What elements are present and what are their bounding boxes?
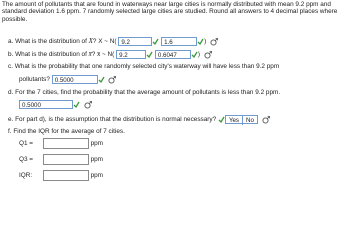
variable-xbar: x̄ xyxy=(88,50,92,59)
mean-input-a[interactable]: 9.2 xyxy=(118,37,152,46)
question-d-answer-row xyxy=(19,100,92,109)
q3-row xyxy=(19,154,103,165)
q3-unit: ppm xyxy=(90,156,103,164)
question-f-text: f. Find the IQR for the average of 7 cities. xyxy=(8,128,125,135)
question-e-text: e. For part d), is the assumption that the distribution is normal necessary? xyxy=(8,116,217,124)
q3-input[interactable] xyxy=(43,154,89,165)
question-b xyxy=(8,50,212,59)
question-a-mid: ? X ~ N( xyxy=(92,38,117,46)
answer-input-c[interactable]: 0.5000 xyxy=(52,75,98,84)
checkmark-icon xyxy=(98,75,105,84)
variable-x: X xyxy=(88,37,93,46)
question-b-label: b. What is the distribution of xyxy=(8,51,89,59)
sd-input-a[interactable]: 1.6 xyxy=(161,37,197,46)
question-d-text: d. For the 7 cities, find the probability that the average amount of pollutants is less than 9.2 ppm. xyxy=(8,89,281,96)
checkmark-icon xyxy=(146,50,153,59)
no-option[interactable]: No xyxy=(242,116,257,125)
checkmark-icon xyxy=(191,50,201,59)
sigma-icon[interactable] xyxy=(108,76,116,84)
question-a xyxy=(8,37,218,46)
q1-input[interactable] xyxy=(43,138,89,149)
question-c-answer-row xyxy=(19,75,116,84)
q3-label: Q3 = xyxy=(19,156,34,164)
iqr-input[interactable] xyxy=(43,170,89,181)
checkmark-icon xyxy=(73,100,80,109)
yes-no-toggle[interactable] xyxy=(225,115,258,124)
sd-input-b[interactable]: 0.6047 xyxy=(155,50,191,59)
sigma-icon[interactable] xyxy=(210,38,218,46)
yes-option[interactable]: Yes xyxy=(228,117,240,124)
iqr-label: IQR: xyxy=(19,172,33,180)
question-b-close: ) xyxy=(197,51,201,59)
sigma-icon[interactable] xyxy=(262,116,270,124)
question-c-cont: pollutants? xyxy=(19,76,50,84)
checkmark-icon xyxy=(218,115,225,124)
q1-label: Q1 = xyxy=(19,140,34,148)
question-e xyxy=(8,115,270,124)
checkmark-icon xyxy=(152,37,159,46)
mean-input-b[interactable]: 9.2 xyxy=(116,50,146,59)
q1-row xyxy=(19,138,103,149)
q1-unit: ppm xyxy=(90,140,103,148)
sigma-icon[interactable] xyxy=(204,51,212,59)
iqr-row xyxy=(19,170,103,181)
problem-statement: The amount of pollutants that are found in waterways near large cities is normally distributed with mean 9.2 ppm and standard deviation 1.6 ppm. 7 randomly selected large cities are studied. Round all answers to 4 decimal places where possible. xyxy=(2,1,338,23)
sigma-icon[interactable] xyxy=(84,101,92,109)
answer-input-d[interactable]: 0.5000 xyxy=(19,100,73,109)
question-c-text: c. What is the probability that one randomly selected city's waterway will have less than 9.2 ppm xyxy=(8,63,280,70)
question-a-close: ) xyxy=(204,38,207,46)
iqr-unit: ppm xyxy=(90,172,103,180)
question-a-label: a. What is the distribution of xyxy=(8,38,89,46)
question-b-mid: ? x̄ ~ N( xyxy=(91,51,115,59)
